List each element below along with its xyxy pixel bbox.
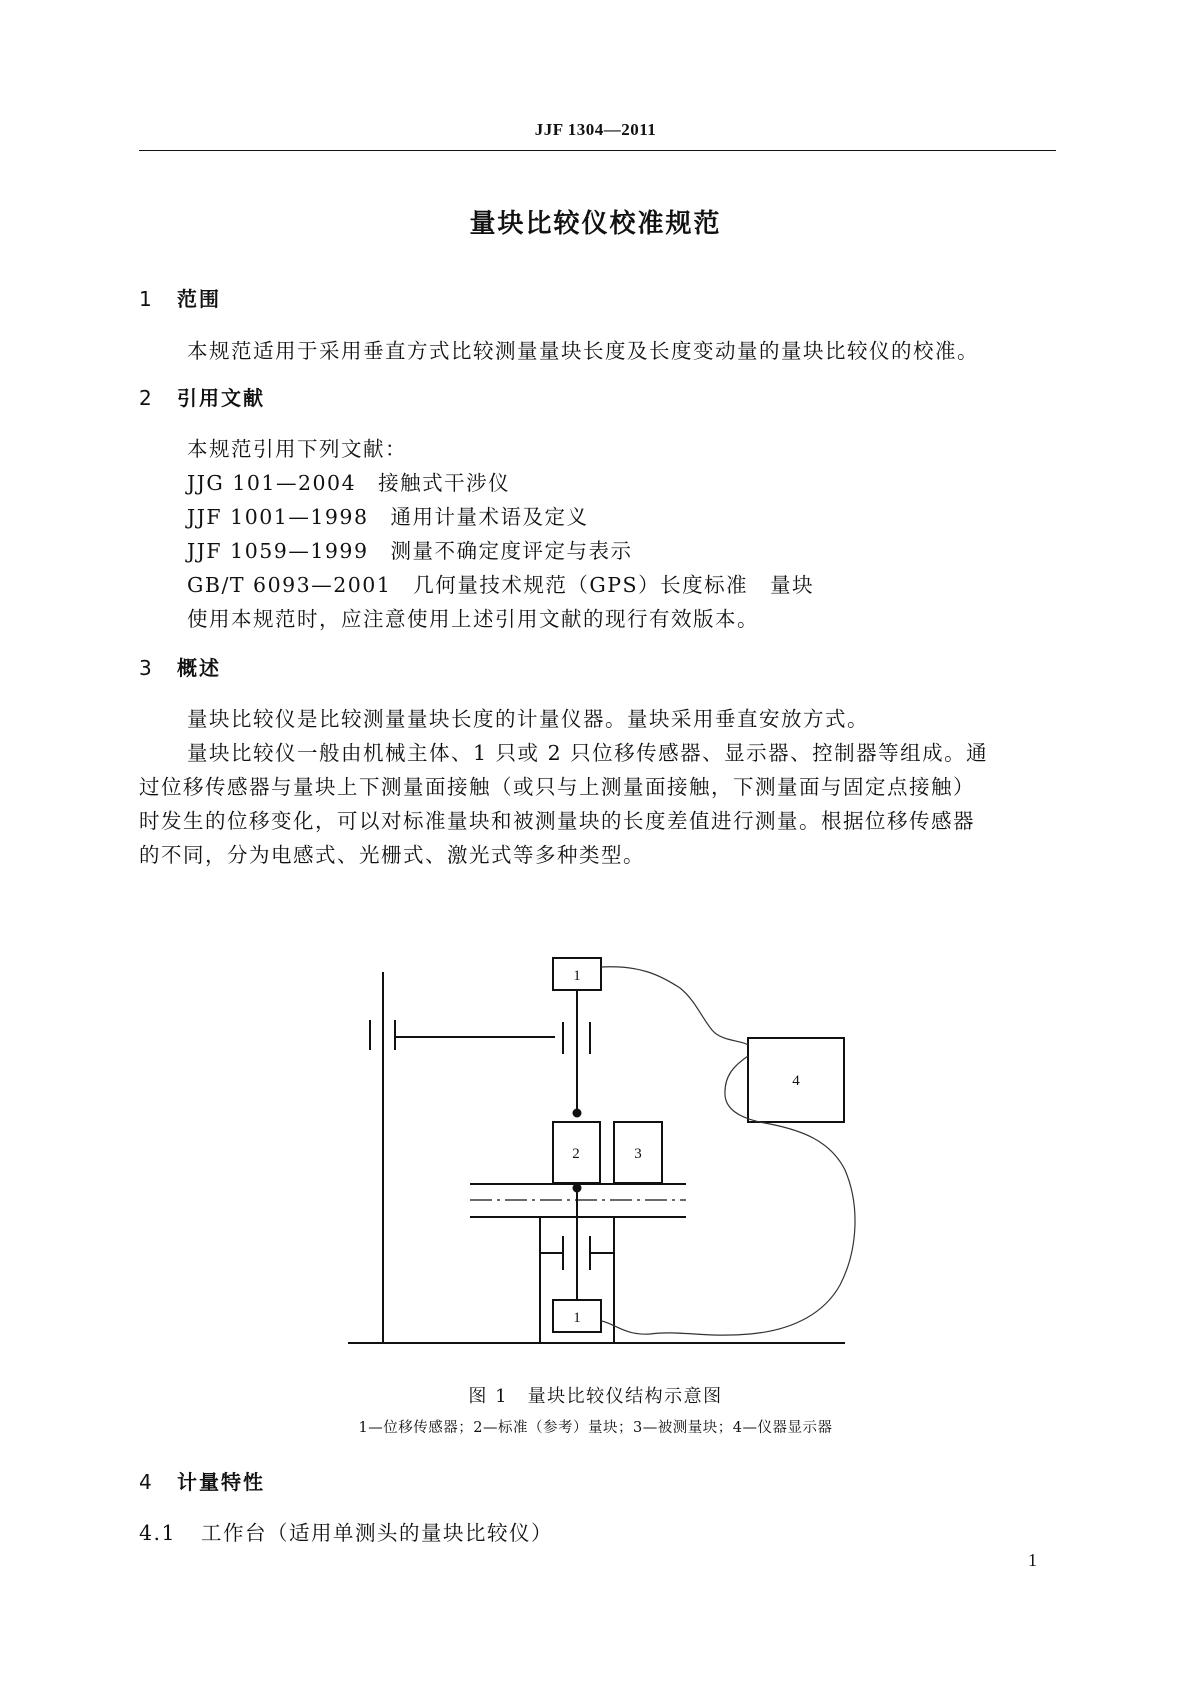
overview-line: 的不同，分为电感式、光栅式、激光式等多种类型。 [139, 843, 645, 867]
overview-line: 量块比较仪一般由机械主体、1 只或 2 只位移传感器、显示器、控制器等组成。通 [187, 741, 989, 765]
section-number: 2 [139, 386, 154, 410]
reference-item: GB/T 6093—2001 几何量技术规范（GPS）长度标准 量块 [187, 573, 815, 597]
scope-paragraph: 本规范适用于采用垂直方式比较测量量块长度及长度变动量的量块比较仪的校准。 [187, 339, 979, 363]
label-sensor-bottom: 1 [573, 1310, 581, 1326]
subsection-4-1 [139, 1516, 553, 1546]
label-test-block: 3 [634, 1146, 642, 1162]
section-title: 概述 [177, 656, 221, 680]
label-standard-block: 2 [572, 1146, 580, 1162]
section-title: 范围 [177, 287, 221, 311]
figure-legend: 1—位移传感器；2—标准（参考）量块；3—被测量块；4—仪器显示器 [358, 1420, 833, 1436]
references-intro: 本规范引用下列文献： [187, 437, 407, 461]
top-cable [601, 967, 748, 1045]
overview-line: 过位移传感器与量块上下测量面接触（或只与上测量面接触，下测量面与固定点接触） [139, 775, 975, 799]
section-title: 引用文献 [177, 386, 265, 410]
bottom-cable [601, 1056, 855, 1335]
reference-item: JJF 1001—1998 通用计量术语及定义 [187, 505, 589, 529]
overview-paragraph-1: 量块比较仪是比较测量量块长度的计量仪器。量块采用垂直安放方式。 [187, 707, 869, 731]
document-header: JJF 1304—2011 [534, 120, 657, 139]
references-note: 使用本规范时，应注意使用上述引用文献的现行有效版本。 [187, 607, 759, 631]
section-number: 4 [139, 1470, 154, 1494]
document-title: 量块比较仪校准规范 [469, 209, 722, 239]
section-title: 计量特性 [177, 1470, 265, 1494]
section-4-heading [139, 1466, 265, 1495]
section-number: 3 [139, 656, 154, 680]
label-display: 4 [792, 1073, 800, 1089]
subsection-number: 4.1 [139, 1521, 177, 1545]
reference-item: JJF 1059—1999 测量不确定度评定与表示 [187, 539, 633, 563]
reference-item: JJG 101—2004 接触式干涉仪 [187, 471, 511, 495]
subsection-title: 工作台（适用单测头的量块比较仪） [201, 1521, 553, 1545]
figure-caption: 图 1 量块比较仪结构示意图 [468, 1386, 723, 1407]
top-contact-point [573, 1109, 582, 1118]
bottom-contact-point [573, 1184, 582, 1193]
label-sensor-top: 1 [573, 968, 581, 984]
overview-line: 时发生的位移变化，可以对标准量块和被测量块的长度差值进行测量。根据位移传感器 [139, 809, 975, 833]
section-number: 1 [139, 287, 154, 311]
page-number: 1 [1028, 1550, 1037, 1570]
